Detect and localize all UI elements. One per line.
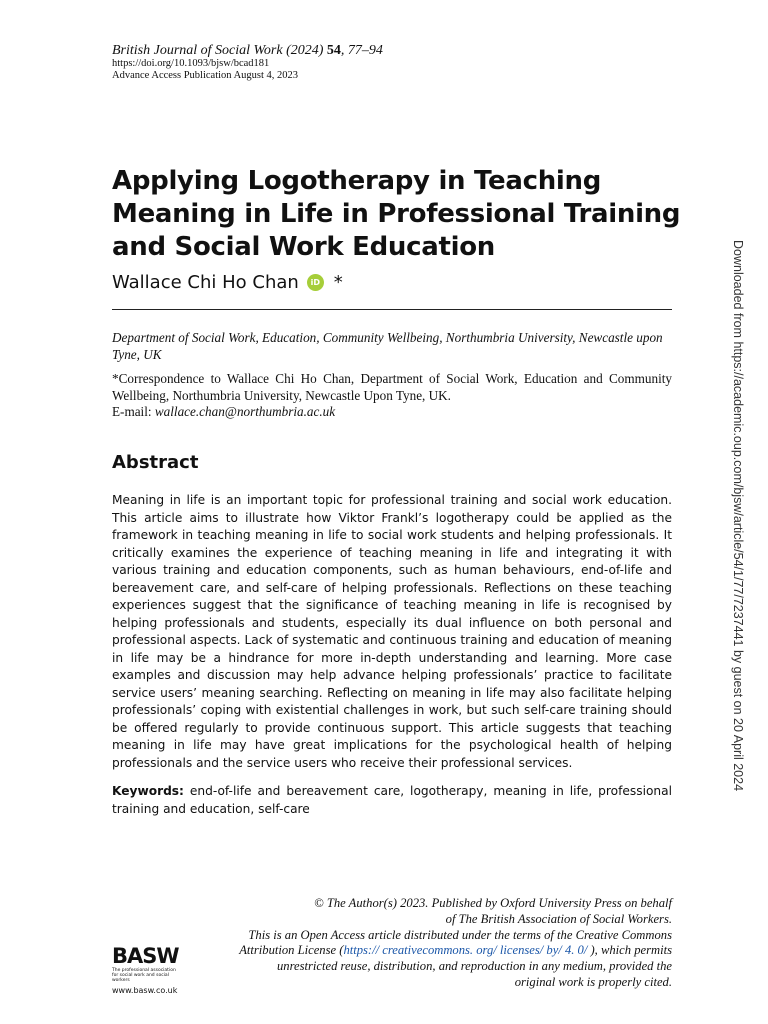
keywords-list: end-of-life and bereavement care, logotherapy, meaning in life, professional training and education, self-care (112, 784, 672, 816)
basw-logo-text: BASW (112, 944, 179, 968)
license-text-pre: This is an Open Access article distributed under the terms of the Creative Commons Attribution License ( (239, 927, 672, 958)
correspondence (112, 371, 672, 421)
author-line (112, 272, 343, 293)
keywords-label: Keywords: (112, 784, 184, 798)
journal-header (112, 44, 383, 81)
email-label: E-mail: (112, 404, 152, 419)
correspondence-mark: * (333, 272, 343, 293)
journal-citation (112, 44, 383, 58)
copyright-notice (235, 896, 672, 991)
download-watermark: Downloaded from https://academic.oup.com/bjsw/article/54/1/77/7237441 by guest on 20 April 2024 (731, 240, 745, 792)
correspondence-text: *Correspondence to Wallace Chi Ho Chan, Department of Social Work, Education and Community Wellbeing, Northumbria University, Newcastle Upon Tyne, UK. (112, 371, 672, 403)
abstract-text: Meaning in life is an important topic for professional training and social work education. This article aims to illustrate how Viktor Frankl’s logotherapy could be applied as the framework in teaching meaning in life to social work students and helping professionals. It critically examines the experience of teaching meaning in life and integrating it with various training and education components, such as human behaviours, end-of-life and bereavement care, and self-care of helping professionals. Reflections on these teaching experiences suggest that the significance of teaching meaning in life is recognised by helping professionals and students, especially its dual influence on both personal and professional aspects. Lack of systematic and continuous training and education of meaning in life may be a hindrance for more in-depth understanding and learning. More case examples and discussion may help advance helping professionals’ practice to facilitate service users’ meaning searching. Reflecting on meaning in life may also facilitate helping professionals’ coping with existential challenges in work, but such self-care training should be offered regularly to provide continuous support. This article suggests that teaching meaning in life may have great implications for the psychological health of helping professionals and the service users who receive their professional services. (112, 493, 672, 770)
journal-volume: 54 (326, 43, 341, 58)
title-divider (112, 309, 672, 310)
license-text-post: ), which permits unrestricted reuse, distribution, and reproduction in any medium, provided the original work is properly cited. (276, 943, 672, 989)
copyright-line2: of The British Association of Social Workers. (445, 911, 672, 926)
copyright-line1: © The Author(s) 2023. Published by Oxford University Press on behalf (314, 896, 672, 910)
access-date: Advance Access Publication August 4, 2023 (112, 69, 299, 81)
basw-tagline: The professional association for social work and social workers (112, 968, 176, 983)
journal-pages: , 77–94 (340, 43, 383, 58)
article-title: Applying Logotherapy in Teaching Meaning in Life in Professional Training and Social Work Education (112, 166, 681, 262)
license-link[interactable]: https:// creativecommons. org/ licenses/ by/ 4. 0/ (343, 943, 588, 958)
abstract-heading: Abstract (112, 452, 199, 473)
email-link[interactable]: wallace.chan@northumbria.ac.uk (154, 404, 336, 419)
orcid-icon[interactable]: iD (307, 274, 324, 291)
doi-link[interactable]: https://doi.org/10.1093/bjsw/bcad181 (112, 58, 270, 69)
basw-logo (112, 945, 187, 995)
keywords (112, 783, 672, 818)
affiliation: Department of Social Work, Education, Community Wellbeing, Northumbria University, Newcastle upon Tyne, UK (112, 330, 663, 362)
basw-url[interactable]: www.basw.co.uk (112, 986, 178, 995)
journal-name: British Journal of Social Work (2024) (112, 43, 324, 58)
author-name[interactable]: Wallace Chi Ho Chan (112, 272, 299, 293)
